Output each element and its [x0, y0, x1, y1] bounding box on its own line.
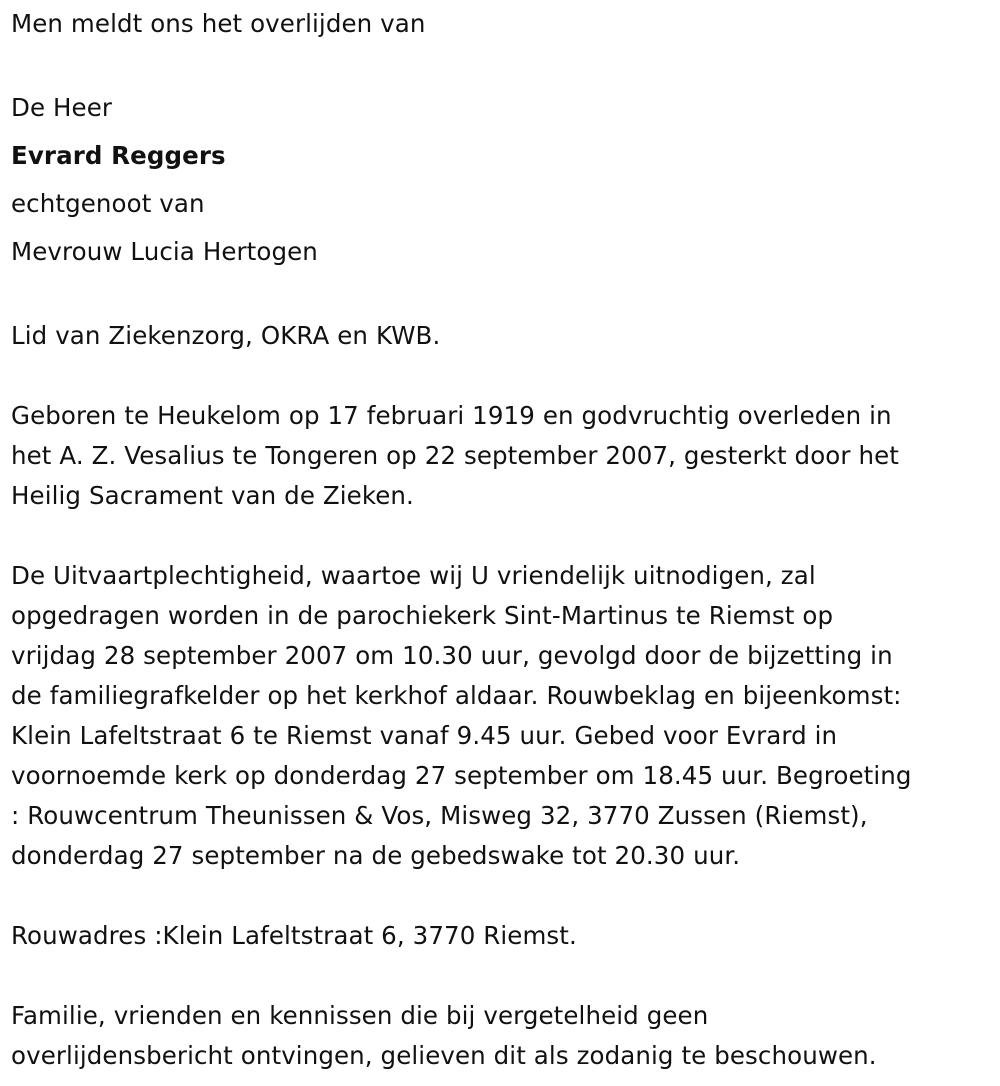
spacer [11, 276, 991, 316]
spacer [11, 44, 991, 84]
paragraph-line: : Rouwcentrum Theunissen & Vos, Misweg 32, 3770 Zussen (Riemst), [11, 801, 868, 830]
birth-death-paragraph [11, 396, 991, 516]
paragraph-line: Heilig Sacrament van de Zieken. [11, 481, 414, 510]
intro-text: Men meldt ons het overlijden van [11, 9, 426, 38]
paragraph-line: De Uitvaartplechtigheid, waartoe wij U vriendelijk uitnodigen, zal [11, 561, 816, 590]
deceased-name: Evrard Reggers [11, 141, 226, 170]
death-notice [11, 4, 991, 1076]
paragraph-line: overlijdensbericht ontvingen, gelieven dit als zodanig te beschouwen. [11, 1041, 877, 1070]
paragraph-line: het A. Z. Vesalius te Tongeren op 22 september 2007, gesterkt door het [11, 441, 899, 470]
paragraph-line: voornoemde kerk op donderdag 27 september om 18.45 uur. Begroeting [11, 761, 912, 790]
paragraph-line: vrijdag 28 september 2007 om 10.30 uur, gevolgd door de bijzetting in [11, 641, 893, 670]
name-block [11, 84, 991, 276]
paragraph-line: Familie, vrienden en kennissen die bij vergetelheid geen [11, 1001, 709, 1030]
address-text: Rouwadres :Klein Lafeltstraat 6, 3770 Riemst. [11, 921, 577, 950]
membership-text: Lid van Ziekenzorg, OKRA en KWB. [11, 321, 441, 350]
paragraph-line: de familiegrafkelder op het kerkhof aldaar. Rouwbeklag en bijeenkomst: [11, 681, 902, 710]
paragraph-line: opgedragen worden in de parochiekerk Sint-Martinus te Riemst op [11, 601, 834, 630]
spacer [11, 356, 991, 396]
spacer [11, 876, 991, 916]
spacer [11, 956, 991, 996]
closing-paragraph [11, 996, 991, 1076]
title-text: De Heer [11, 93, 113, 122]
relation-text: echtgenoot van [11, 189, 205, 218]
paragraph-line: donderdag 27 september na de gebedswake tot 20.30 uur. [11, 841, 741, 870]
funeral-paragraph [11, 556, 991, 876]
paragraph-line: Klein Lafeltstraat 6 te Riemst vanaf 9.45 uur. Gebed voor Evrard in [11, 721, 838, 750]
spacer [11, 516, 991, 556]
paragraph-line: Geboren te Heukelom op 17 februari 1919 en godvruchtig overleden in [11, 401, 892, 430]
spouse-name: Mevrouw Lucia Hertogen [11, 237, 318, 266]
